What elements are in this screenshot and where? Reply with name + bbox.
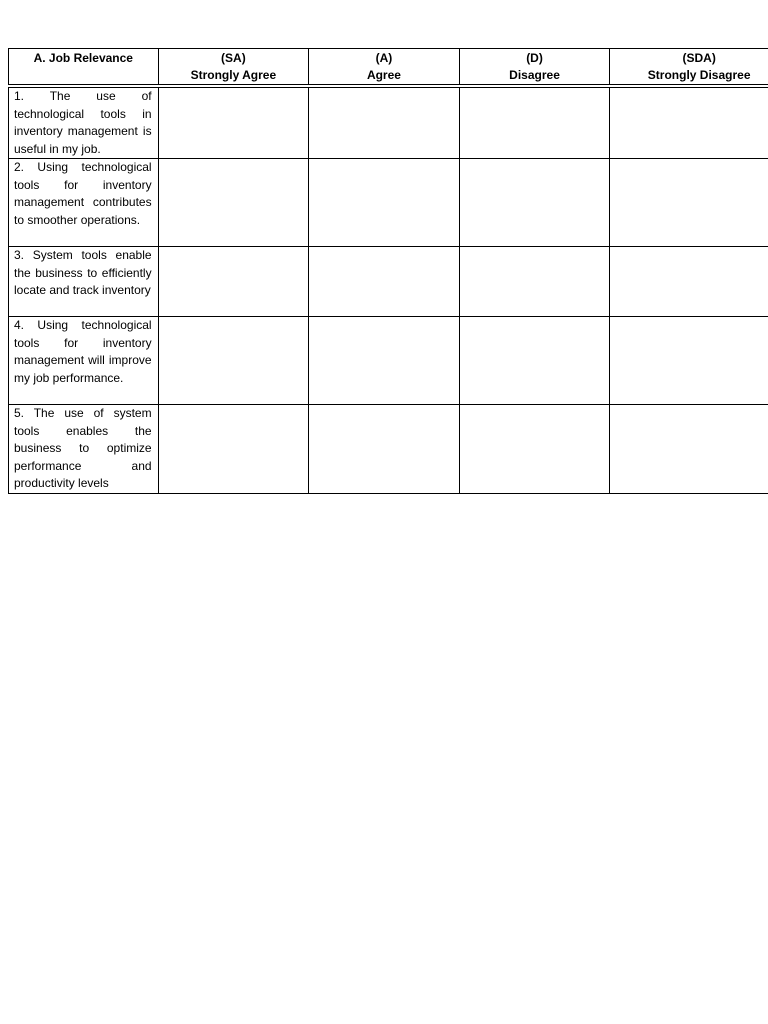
table-row (8, 159, 768, 247)
response-cell-agree[interactable] (309, 159, 460, 247)
response-cell-disagree[interactable] (460, 247, 611, 317)
header-job-relevance-label: A. Job Relevance (33, 51, 133, 65)
header-row (8, 48, 768, 85)
header-disagree (460, 48, 611, 85)
response-cell-strongly-disagree[interactable] (610, 317, 768, 405)
response-cell-strongly-agree[interactable] (159, 159, 310, 247)
header-agree-code: (A) (375, 51, 393, 65)
header-strongly-disagree-label: Strongly Disagree (647, 68, 751, 82)
response-cell-agree[interactable] (309, 87, 460, 159)
statement-cell: 2. Using technological tools for inventory management contributes to smoother operations. (8, 159, 159, 247)
response-cell-strongly-disagree[interactable] (610, 405, 768, 494)
header-disagree-code: (D) (526, 51, 543, 65)
header-strongly-disagree (610, 48, 768, 85)
response-cell-disagree[interactable] (460, 317, 611, 405)
statement-cell: 4. Using technological tools for inventory management will improve my job performance. (8, 317, 159, 405)
statement-cell: 1. The use of technological tools in inventory management is useful in my job. (8, 87, 159, 159)
response-cell-agree[interactable] (309, 405, 460, 494)
response-cell-strongly-agree[interactable] (159, 247, 310, 317)
header-strongly-disagree-code: (SDA) (682, 51, 716, 65)
response-cell-disagree[interactable] (460, 87, 611, 159)
header-strongly-agree-code: (SA) (221, 51, 246, 65)
response-cell-agree[interactable] (309, 317, 460, 405)
header-agree (309, 48, 460, 85)
header-job-relevance (8, 48, 159, 85)
table-body (8, 87, 768, 494)
header-disagree-label: Disagree (509, 68, 560, 82)
header-strongly-agree (159, 48, 310, 85)
table-row (8, 87, 768, 159)
statement-cell: 5. The use of system tools enables the business to optimize performance and productivity levels (8, 405, 159, 494)
response-cell-strongly-agree[interactable] (159, 87, 310, 159)
response-cell-strongly-disagree[interactable] (610, 87, 768, 159)
job-relevance-survey-table (8, 48, 768, 494)
header-strongly-agree-label: Strongly Agree (190, 68, 277, 82)
header-agree-label: Agree (366, 68, 401, 82)
response-cell-strongly-agree[interactable] (159, 317, 310, 405)
response-cell-disagree[interactable] (460, 159, 611, 247)
response-cell-strongly-disagree[interactable] (610, 159, 768, 247)
response-cell-agree[interactable] (309, 247, 460, 317)
table-row (8, 317, 768, 405)
table-row (8, 405, 768, 494)
table-header (8, 48, 768, 87)
response-cell-strongly-agree[interactable] (159, 405, 310, 494)
table-row (8, 247, 768, 317)
statement-cell: 3. System tools enable the business to efficiently locate and track inventory (8, 247, 159, 317)
response-cell-disagree[interactable] (460, 405, 611, 494)
response-cell-strongly-disagree[interactable] (610, 247, 768, 317)
